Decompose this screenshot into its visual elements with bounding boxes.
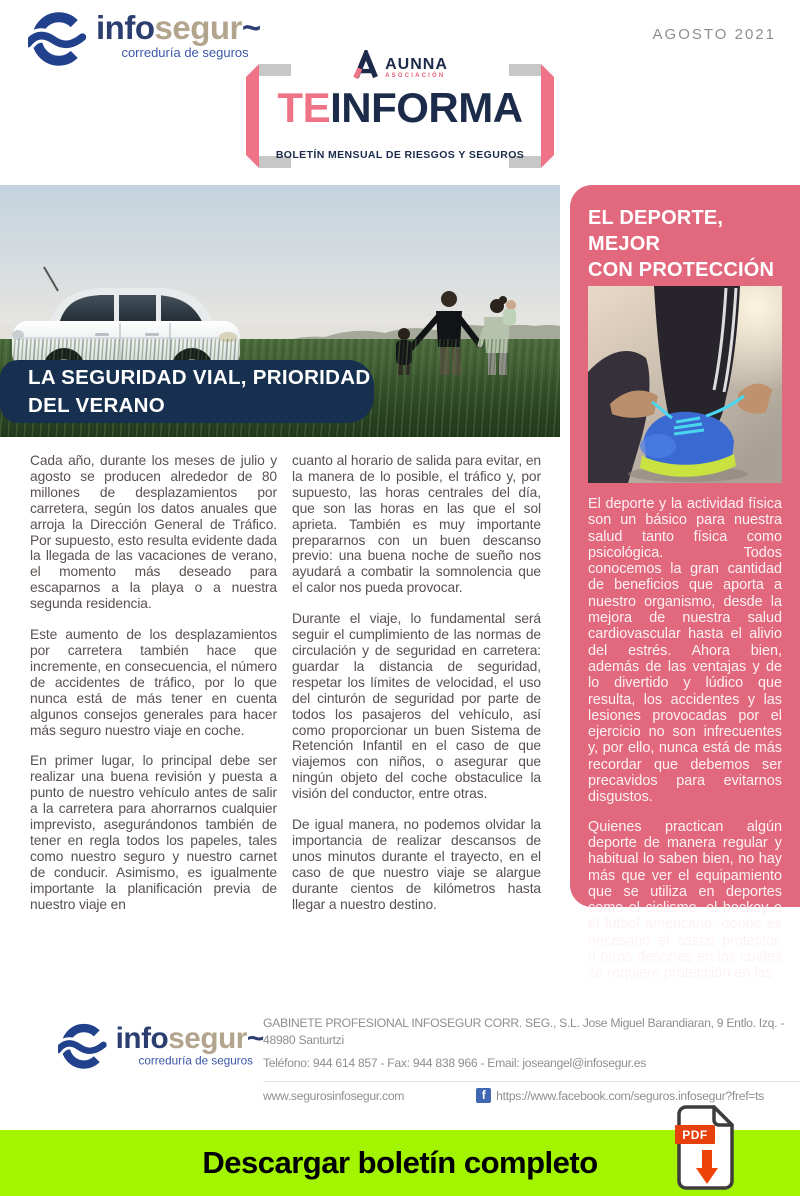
paragraph: El deporte y la actividad física son un básico para nuestra salud tanto física como psicológica. Todos conocemos la gran cantidad de beneficios que aporta a nuestro organismo, desde la mejora de nuestra salud cardiovascular hasta el alivio del estrés. Ahora bien, además de las ventajas y de lo divertido y lúdico que resulta, los accidentes y las lesiones provocadas por el ejercicio no son infrecuentes y, por ello, nunca está de más recordar que debemos ser precavidos para evitarnos disgustos.	[588, 496, 782, 806]
sidebar-title: EL DEPORTE, MEJOR CON PROTECCIÓN	[588, 207, 775, 281]
aunna-subname: ASOCIACIÓN	[385, 73, 446, 79]
website-link[interactable]: www.segurosinfosegur.com	[263, 1088, 405, 1103]
infosegur-wordmark: infosegur~	[115, 1021, 264, 1055]
issue-date: AGOSTO 2021	[652, 26, 776, 43]
pdf-icon[interactable]	[676, 1104, 738, 1192]
footer-divider	[263, 1081, 800, 1082]
infosegur-tagline: correduría de seguros	[121, 45, 249, 60]
facebook-link[interactable]: https://www.facebook.com/seguros.infosegur?fref=ts	[496, 1088, 764, 1103]
paragraph: De igual manera, no podemos olvidar la importancia de realizar descansos de unos minutos durante el trayecto, en el caso de que nuestro viaje se alargue durante cientos de kilómetros hasta llegar a nuestro destino.	[292, 817, 541, 912]
infosegur-logo[interactable]	[28, 10, 261, 73]
paragraph: En primer lugar, lo principal debe ser realizar una buena revisión y puesta a punto de nuestro vehículo antes de salir a la carretera para ahorrarnos cualquier imprevisto, asegurándonos también de tener en regla todos los papeles, tales como nuestro seguro y nuestro carnet de conducir. Asimismo, es igualmente importante la planificación previa de nuestro viaje en	[30, 753, 277, 912]
masthead	[246, 64, 554, 168]
footer-address: GABINETE PROFESIONAL INFOSEGUR CORR. SEG., S.L. Jose Miguel Barandiaran, 9 Entlo. Izq. - 48980 Santurtzi	[263, 1016, 785, 1047]
paragraph: Quienes practican algún deporte de manera regular y habitual lo saben bien, no hay más que ver el equipamiento que se utiliza en deportes como el ciclismo, el hockey o el fútbol americano, donde es necesario el casco protector, u otros deportes en los cuales se requiere protección en las	[588, 818, 782, 982]
paragraph: cuanto al horario de salida para evitar, en la manera de lo posible, el tráfico y, por supuesto, las horas centrales del día, que son las horas en las que el sol aprieta. También es muy importante prepararnos con un buen descanso previo: una buena noche de sueño nos ayudará a combatir la somnolencia que el calor nos pueda provocar.	[292, 453, 541, 596]
article-column-1	[30, 453, 277, 927]
masthead-title: TEINFORMA	[277, 84, 523, 131]
facebook-icon[interactable]: f	[476, 1088, 491, 1103]
article-title-line1: LA SEGURIDAD VIAL, PRIORIDAD	[28, 365, 371, 389]
article-title-banner	[0, 360, 374, 423]
paragraph: Este aumento de los desplazamientos por carretera también hace que incremente, en consecuencia, el número de accidentes de tráfico, por lo que nunca está de más tener en cuenta algunos consejos generales para hacer más seguro nuestro viaje en coche.	[30, 627, 277, 738]
sidebar-body	[588, 496, 782, 982]
paragraph: Cada año, durante los meses de julio y agosto se producen alrededor de 80 millones de desplazamientos por carretera, según los datos anuales que arroja la Dirección General de Tráfico. Por supuesto, esto resulta evidente dada la llegada de las vacaciones de verano, el momento más deseado para escaparnos a la playa o a nuestra segunda residencia.	[30, 453, 277, 612]
infosegur-mark-icon	[58, 1022, 107, 1075]
sidebar-photo-sneaker	[588, 286, 782, 483]
pdf-badge: PDF	[675, 1125, 715, 1144]
download-label: Descargar boletín completo	[202, 1145, 598, 1180]
footer-phone-fax-email: Teléfono: 944 614 857 - Fax: 944 838 966 - Email: joseangel@infosegur.es	[263, 1056, 647, 1070]
article-title-line2: DEL VERANO	[28, 393, 166, 417]
infosegur-tagline: correduría de seguros	[138, 1053, 253, 1067]
aunna-name: AUNNA	[385, 56, 448, 73]
article-column-2	[292, 453, 541, 927]
infosegur-mark-icon	[28, 10, 86, 73]
sidebar-sport-article	[570, 185, 800, 982]
infosegur-wordmark: infosegur~	[96, 9, 261, 46]
masthead-subtitle: BOLETÍN MENSUAL DE RIESGOS Y SEGUROS	[275, 149, 525, 161]
paragraph: Durante el viaje, lo fundamental será seguir el cumplimiento de las normas de circulación y de seguridad en carretera: guardar la distancia de seguridad, respetar los límites de velocidad, el uso del cinturón de seguridad por parte de todos los pasajeros del vehículo, así como proporcionar un buen Sistema de Retención Infantil en el caso de que viajemos con niños, o asegurar que ningún objeto del coche obstaculice la visión del conductor, entre otras.	[292, 611, 541, 802]
infosegur-footer-logo[interactable]	[58, 1022, 264, 1075]
footer-contact-block	[263, 1015, 800, 1103]
